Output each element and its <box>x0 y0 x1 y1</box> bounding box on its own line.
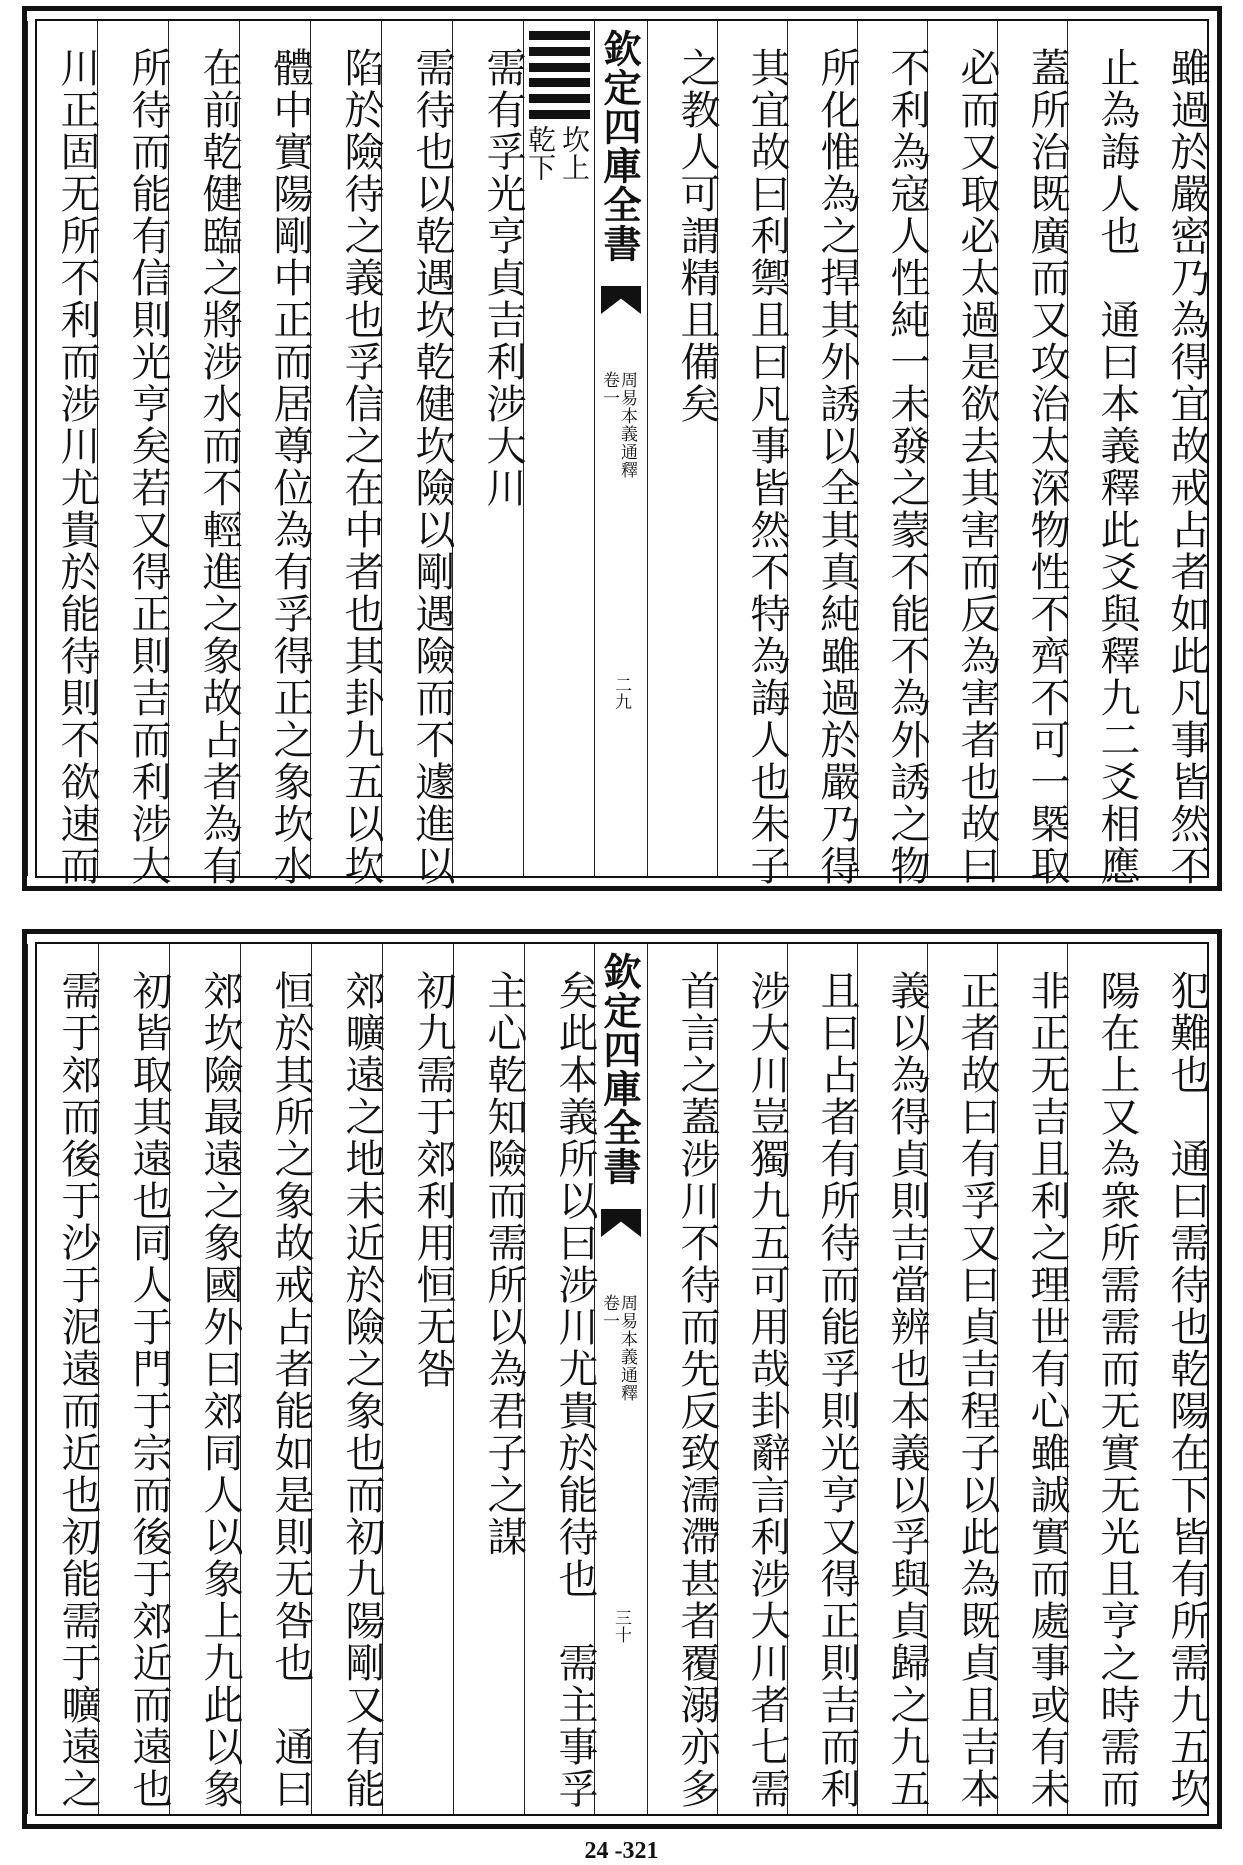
page-number: 三十 <box>611 1609 631 1643</box>
text-column: 雖過於嚴密乃為得宜故戒占者如此凡事皆然不 <box>1164 47 1210 887</box>
text-column: 之教人可謂精且備矣 <box>647 21 717 876</box>
banner-title: 欽定四庫全書 <box>597 29 642 263</box>
text-column: 且曰占者有所待而能孚則光亨又得正則吉而利 <box>787 944 857 1814</box>
text-column: 其宜故曰利禦且曰凡事皆然不特為誨人也朱子 <box>717 21 787 876</box>
text-column: 主心乾知險而需所以為君子之謀 <box>453 944 524 1814</box>
upper-page <box>22 6 1222 891</box>
text-column: 郊曠遠之地未近於險之象也而初九陽剛又有能 <box>311 944 382 1814</box>
banner-subtitle: 周易本義通釋 <box>617 1294 637 1402</box>
text-column: 蓋所治既廣而又攻治太深物性不齊不可一槩取 <box>997 21 1067 876</box>
hexagram-symbol <box>529 31 590 119</box>
text-column: 止為誨人也 通曰本義釋此爻與釋九二爻相應 <box>1067 21 1137 876</box>
text-column: 正者故曰有孚又曰貞吉程子以此為既貞且吉本 <box>927 944 997 1814</box>
center-banner <box>594 21 647 876</box>
banner-juan: 卷一 <box>599 1294 619 1330</box>
text-column: 在前乾健臨之將涉水而不輕進之象故占者為有 <box>168 21 239 876</box>
banner-juan: 卷一 <box>599 371 619 407</box>
text-column: 郊坎險最遠之象國外曰郊同人以象上九此以象 <box>169 944 240 1814</box>
text-column: 陽在上又為衆所需需而无實无光且亨之時需而 <box>1067 944 1137 1814</box>
lower-page <box>22 929 1222 1829</box>
lower-page-frame <box>35 942 1209 1816</box>
text-column: 涉大川豈獨九五可用哉卦辭言利涉大川者七需 <box>717 944 787 1814</box>
scan-page-number: 24 -321 <box>584 1838 659 1864</box>
text-column: 體中實陽剛中正而居尊位為有孚得正之象坎水 <box>239 21 310 876</box>
text-column: 非正无吉且利之理世有心雖誠實而處事或有未 <box>997 944 1067 1814</box>
banner-subtitle: 周易本義通釋 <box>617 371 637 479</box>
text-column: 犯難也 通曰需待也乾陽在下皆有所需九五坎 <box>1164 970 1210 1810</box>
text-column: 必而又取必太過是欲去其害而反為害者也故曰 <box>927 21 997 876</box>
text-column: 不利為寇人性純一未發之蒙不能不為外誘之物 <box>857 21 927 876</box>
text-column: 矣此本義所以曰涉川尤貴於能待也 需主事孚 <box>524 944 595 1814</box>
line-text: 初九需于郊利用恒无咎 <box>382 944 453 1814</box>
hexagram-column <box>523 21 595 876</box>
hexagram-judgment: 需有孚光亨貞吉利涉大川 <box>452 21 523 876</box>
hexagram-upper-label: 乾下 <box>524 125 557 181</box>
text-column: 需待也以乾遇坎乾健坎險以剛遇險而不遽進以 <box>381 21 452 876</box>
banner-title: 欽定四庫全書 <box>597 952 642 1186</box>
fishtail-mark <box>601 286 641 314</box>
text-column: 需于郊而後于沙于泥遠而近也初能需于曠遠之 <box>27 944 98 1814</box>
text-column: 所待而能有信則光亨矣若又得正則吉而利涉大 <box>97 21 168 876</box>
page-number: 二九 <box>611 676 631 710</box>
upper-page-frame <box>35 19 1210 887</box>
text-column: 所化惟為之捍其外誘以全其真純雖過於嚴乃得 <box>787 21 857 876</box>
text-column: 陷於險待之義也孚信之在中者也其卦九五以坎 <box>310 21 381 876</box>
center-banner <box>594 944 647 1814</box>
fishtail-mark <box>601 1209 641 1237</box>
hexagram-lower-label: 坎上 <box>558 125 591 181</box>
text-column: 恒於其所之象故戒占者能如是則无咎也 通曰 <box>240 944 311 1814</box>
text-column: 義以為得貞則吉當辨也本義以孚與貞歸之九五 <box>857 944 927 1814</box>
text-column: 川正固无所不利而涉川尤貴於能待則不欲速而 <box>27 21 97 876</box>
text-column: 初皆取其遠也同人于門于宗而後于郊近而遠也 <box>98 944 169 1814</box>
text-column: 首言之蓋涉川不待而先反致濡滯甚者覆溺亦多 <box>647 944 717 1814</box>
